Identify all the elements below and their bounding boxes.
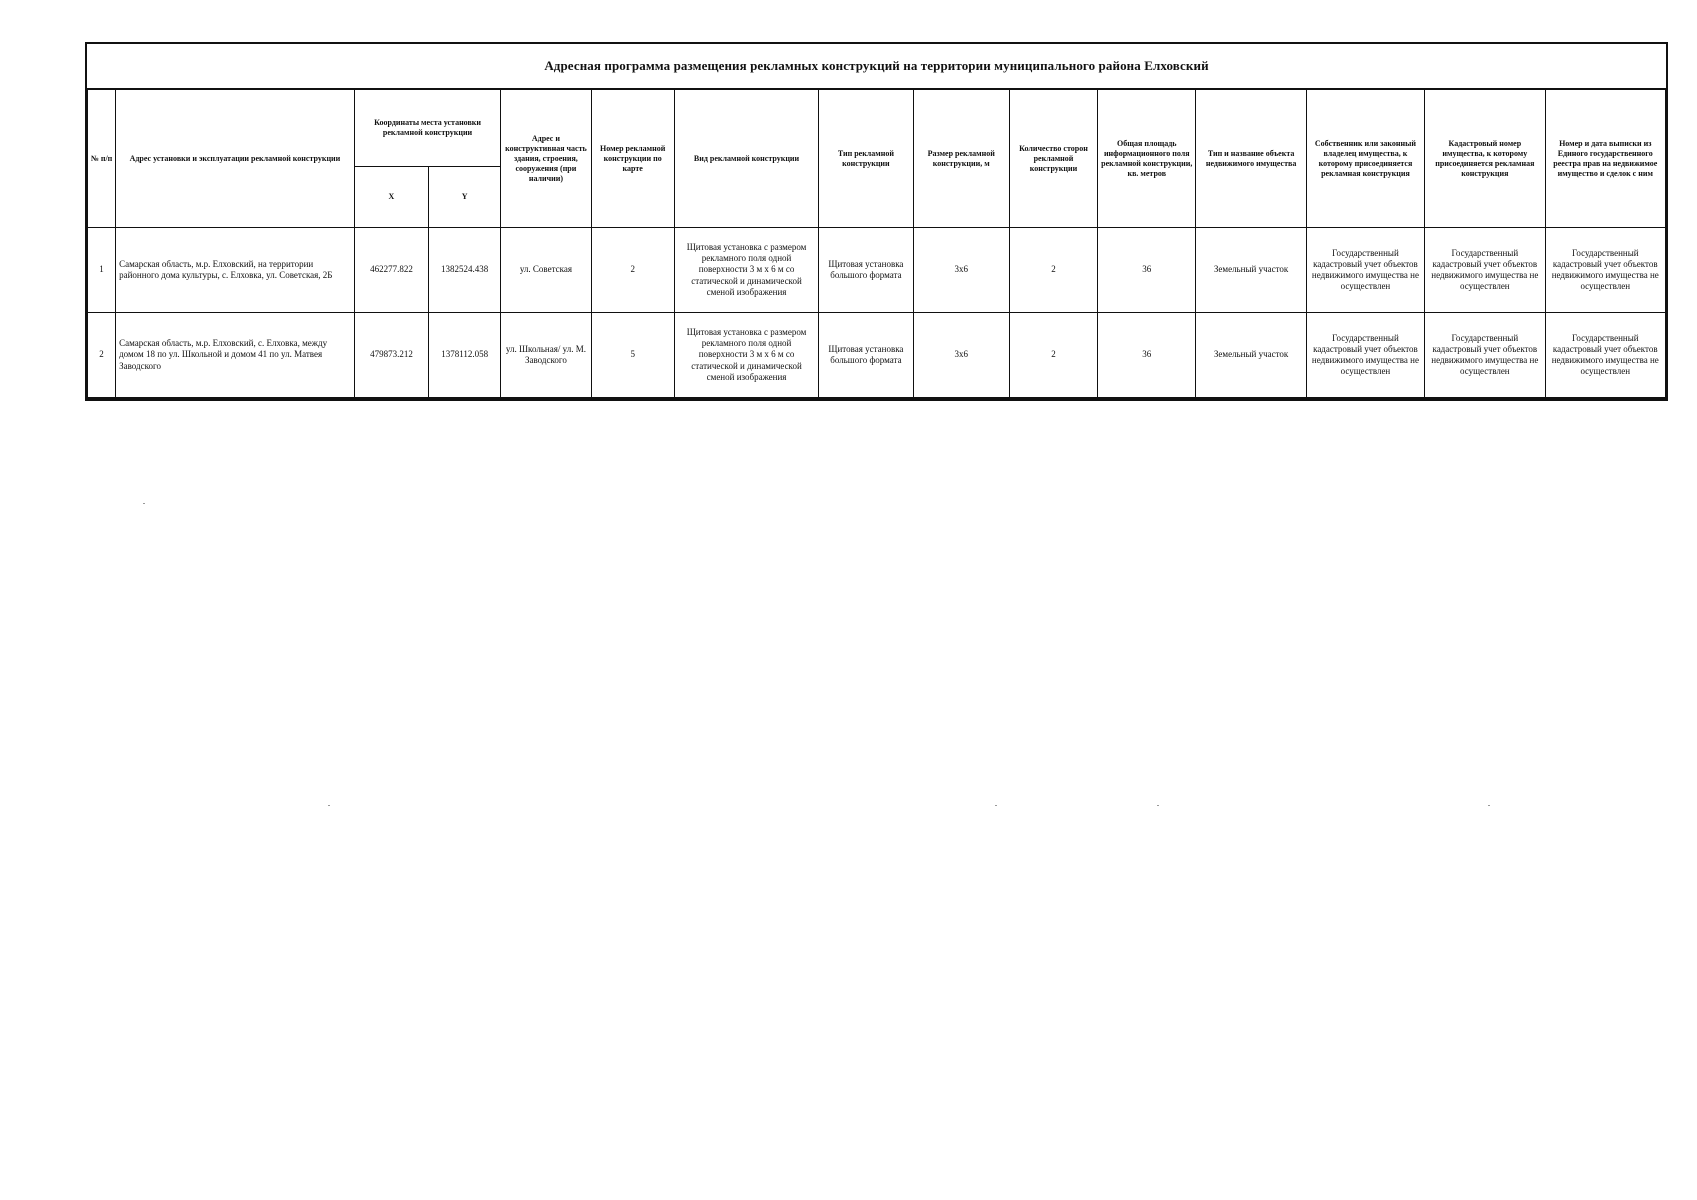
header-kind: Вид рекламной конструкции [674,90,818,228]
header-y: Y [429,167,501,228]
cell-type: Щитовая установка большого формата [819,228,913,313]
cell-registry: Государственный кадастровый учет объектов недвижимого имущества не осуществлен [1545,228,1665,313]
cell-address: Самарская область, м.р. Елховский, на территории районного дома культуры, с. Елховка, ул. Советская, 2Б [116,228,355,313]
header-cadastral: Кадастровый номер имущества, к которому присоединяется рекламная конструкция [1425,90,1545,228]
header-map-number: Номер рекламной конструкции по карте [591,90,674,228]
advertising-structures-table [87,89,1666,399]
header-x: X [354,167,428,228]
cell-size: 3х6 [913,228,1009,313]
header-owner: Собственник или законный владелец имущества, к которому присоединяется рекламная конструкция [1306,90,1424,228]
header-registry: Номер и дата выписки из Единого государственного реестра прав на недвижимое имущество и сделок с ним [1545,90,1665,228]
cell-sides: 2 [1009,313,1097,399]
header-property-type: Тип и название объекта недвижимого имущества [1196,90,1306,228]
cell-map-number: 5 [591,313,674,399]
header-sides: Количество сторон рекламной конструкции [1009,90,1097,228]
cell-cadastral: Государственный кадастровый учет объектов недвижимого имущества не осуществлен [1425,313,1545,399]
cell-property-type: Земельный участок [1196,228,1306,313]
scan-speck [328,805,330,806]
header-building: Адрес и конструктивная часть здания, строения, сооружения (при наличии) [501,90,591,228]
cell-building: ул. Советская [501,228,591,313]
cell-y: 1382524.438 [429,228,501,313]
cell-address: Самарская область, м.р. Елховский, с. Елховка, между домом 18 по ул. Школьной и домом 41 по ул. Матвея Заводского [116,313,355,399]
cell-kind: Щитовая установка с размером рекламного поля одной поверхности 3 м х 6 м со статической и динамической сменой изображения [674,313,818,399]
cell-owner: Государственный кадастровый учет объектов недвижимого имущества не осуществлен [1306,313,1424,399]
cell-kind: Щитовая установка с размером рекламного поля одной поверхности 3 м х 6 м со статической и динамической сменой изображения [674,228,818,313]
cell-num: 2 [88,313,116,399]
cell-x: 462277.822 [354,228,428,313]
cell-area: 36 [1098,313,1196,399]
cell-x: 479873.212 [354,313,428,399]
cell-area: 36 [1098,228,1196,313]
cell-num: 1 [88,228,116,313]
cell-map-number: 2 [591,228,674,313]
cell-owner: Государственный кадастровый учет объектов недвижимого имущества не осуществлен [1306,228,1424,313]
header-size: Размер рекламной конструкции, м [913,90,1009,228]
header-type: Тип рекламной конструкции [819,90,913,228]
header-area: Общая площадь информационного поля рекламной конструкции, кв. метров [1098,90,1196,228]
table-row [88,313,1666,399]
cell-cadastral: Государственный кадастровый учет объектов недвижимого имущества не осуществлен [1425,228,1545,313]
scan-speck [995,805,997,806]
table-row [88,228,1666,313]
scan-speck [1488,805,1490,806]
document-title: Адресная программа размещения рекламных конструкций на территории муниципального района Елховский [87,44,1666,89]
cell-sides: 2 [1009,228,1097,313]
cell-property-type: Земельный участок [1196,313,1306,399]
scan-speck [1157,805,1159,806]
cell-building: ул. Школьная/ ул. М. Заводского [501,313,591,399]
header-num: № п/п [88,90,116,228]
header-coordinates: Координаты места установки рекламной конструкции [354,90,500,167]
scan-speck [143,503,145,504]
cell-size: 3х6 [913,313,1009,399]
cell-y: 1378112.058 [429,313,501,399]
address-program-document [85,42,1668,401]
cell-registry: Государственный кадастровый учет объектов недвижимого имущества не осуществлен [1545,313,1665,399]
cell-type: Щитовая установка большого формата [819,313,913,399]
header-address: Адрес установки и эксплуатации рекламной конструкции [116,90,355,228]
